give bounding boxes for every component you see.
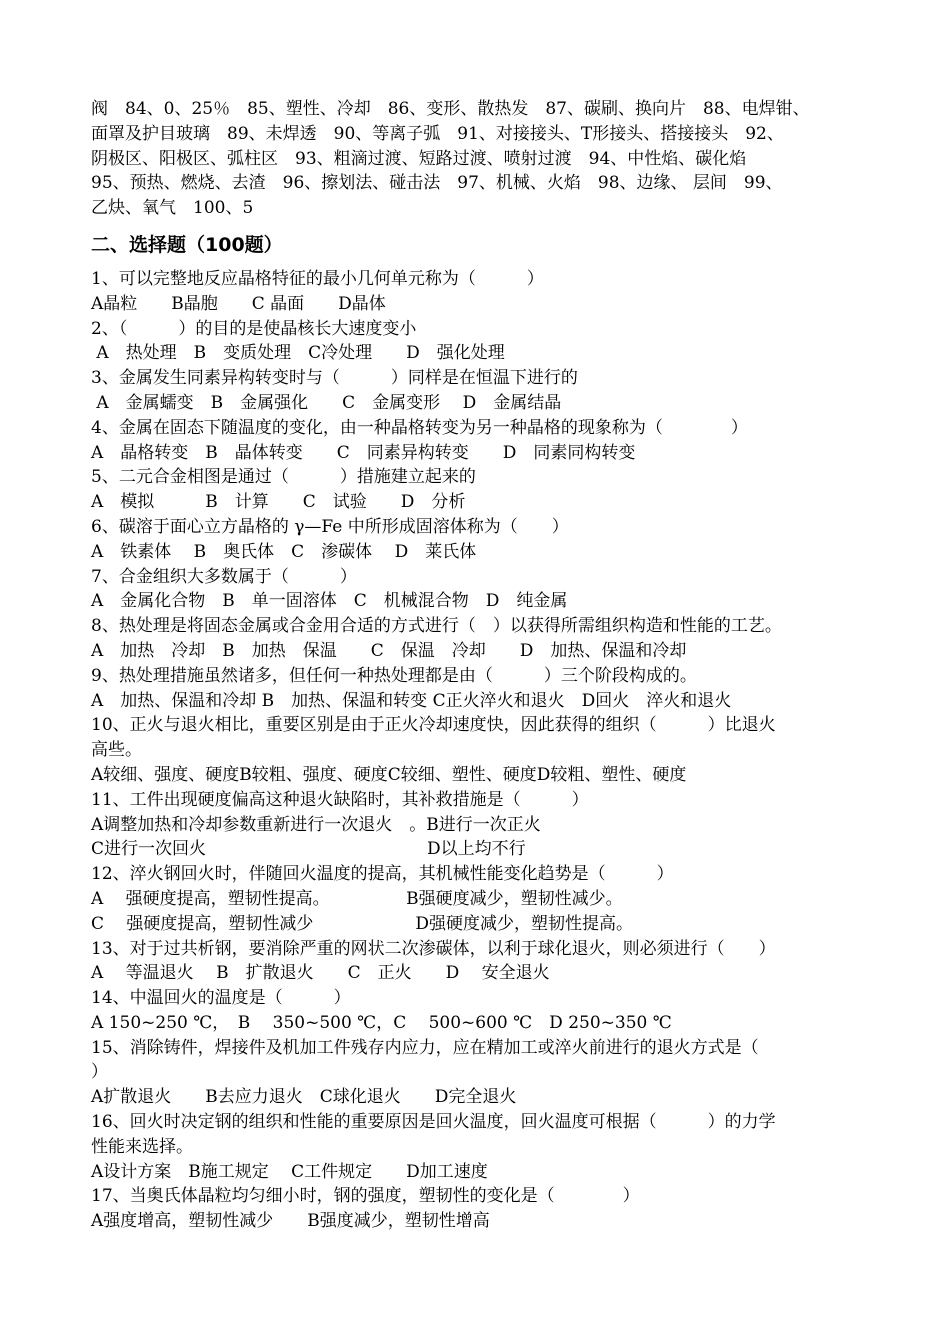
question-line: 14、中温回火的温度是（ ） [91,988,351,1009]
options-line: A 模拟 B 计算 C 试验 D 分析 [91,492,466,513]
question-line: 2、（ ）的目的是使晶核长大速度变小 [91,318,417,339]
options-line: A晶粒 B晶胞 C 晶面 D晶体 [91,293,386,314]
answer-key-block [91,97,871,221]
options-line: A 金属化合物 B 单一固溶体 C 机械混合物 D 纯金属 [91,591,568,612]
answer-line: 95、预热、燃烧、去渣 96、擦划法、碰击法 97、机械、火焰 98、边缘、 层间 99、 [91,173,783,194]
question-line: 12、淬火钢回火时，伴随回火温度的提高，其机械性能变化趋势是（ ） [91,864,674,885]
question-line: 5、二元合金相图是通过（ ）措施建立起来的 [91,467,476,488]
options-line: A 晶格转变 B 晶体转变 C 同素异构转变 D 同素同构转变 [91,442,636,463]
question-line: 9、热处理措施虽然诸多，但任何一种热处理都是由（ ）三个阶段构成的。 [91,665,697,686]
options-line: A较细、强度、硬度B较粗、强度、硬度C较细、塑性、硬度D较粗、塑性、硬度 [91,764,687,785]
options-line: C 强硬度提高，塑韧性减少 D强硬度减少，塑韧性提高。 [91,913,634,934]
answer-line: 阴极区、阳极区、弧柱区 93、粗滴过渡、短路过渡、喷射过渡 94、中性焰、碳化焰 [91,148,747,169]
question-line: 4、金属在固态下随温度的变化，由一种晶格转变为另一种晶格的现象称为（ ） [91,417,748,438]
question-line: 11、工件出现硬度偏高这种退火缺陷时，其补救措施是（ ） [91,789,589,810]
options-line: A 150~250 ℃， B 350~500 ℃，C 500~600 ℃ D 250~350 ℃ [91,1012,672,1033]
question-line: 16、回火时决定钢的组织和性能的重要原因是回火温度，回火温度可根据（ ）的力学 [91,1112,776,1133]
question-line: 7、合金组织大多数属于（ ） [91,566,357,587]
question-line: 10、正火与退火相比，重要区别是由于正火冷却速度快，因此获得的组织（ ）比退火 [91,715,776,736]
question-line: 8、热处理是将固态金属或合金用合适的方式进行（ ）以获得所需组织构造和性能的工艺。 [91,616,782,637]
question-line-continued: 性能来选择。 [91,1136,193,1157]
section-title: 二、选择题（100题） [91,233,283,256]
options-line: A 强硬度提高，塑韧性提高。 B强硬度减少，塑韧性减少。 [91,888,623,909]
question-line: 3、金属发生同素异构转变时与（ ）同样是在恒温下进行的 [91,368,578,389]
question-list [91,267,871,1234]
answer-line: 乙炔、氧气 100、5 [91,198,254,219]
options-line: A强度增高，塑韧性减少 B强度减少，塑韧性增高 [91,1211,490,1232]
question-line-continued: ） [91,1062,108,1083]
options-line: A调整加热和冷却参数重新进行一次退火 。B进行一次正火 [91,814,541,835]
options-line: A 铁素体 B 奥氏体 C 渗碳体 D 莱氏体 [91,541,477,562]
options-line: C进行一次回火 D以上均不行 [91,839,526,860]
answer-line: 阀 84、0、25％ 85、塑性、冷却 86、变形、散热发 87、碳刷、换向片 88、电焊钳、 [91,99,810,119]
options-line: A 金属蠕变 B 金属强化 C 金属变形 D 金属结晶 [91,392,562,413]
options-line: A 加热、保温和冷却 B 加热、保温和转变 C正火淬火和退火 D回火 淬火和退火 [91,690,732,711]
options-line: A 加热 冷却 B 加热 保温 C 保温 冷却 D 加热、保温和冷却 [91,640,687,661]
options-line: A扩散退火 B去应力退火 C球化退火 D完全退火 [91,1087,517,1108]
question-line: 1、可以完整地反应晶格特征的最小几何单元称为（ ） [91,268,544,289]
question-line: 6、碳溶于面心立方晶格的 γ—Fe 中所形成固溶体称为（ ） [91,516,569,537]
options-line: A 热处理 B 变质处理 C冷处理 D 强化处理 [91,343,505,364]
options-line: A 等温退火 B 扩散退火 C 正火 D 安全退火 [91,963,550,984]
question-line: 17、当奥氏体晶粒均匀细小时，钢的强度，塑韧性的变化是（ ） [91,1186,640,1207]
options-line: A设计方案 B施工规定 C工件规定 D加工速度 [91,1161,488,1182]
question-line: 13、对于过共析钢，要消除严重的网状二次渗碳体，以利于球化退火，则必须进行（ ） [91,938,776,959]
question-line: 15、消除铸件，焊接件及机加工件残存内应力，应在精加工或淬火前进行的退火方式是（ [91,1037,759,1058]
page-content [91,97,871,1234]
question-line-continued: 高些。 [91,740,142,761]
answer-line: 面罩及护目玻璃 89、未焊透 90、等离子弧 91、对接接头、T形接头、搭接接头 92、 [91,123,784,144]
